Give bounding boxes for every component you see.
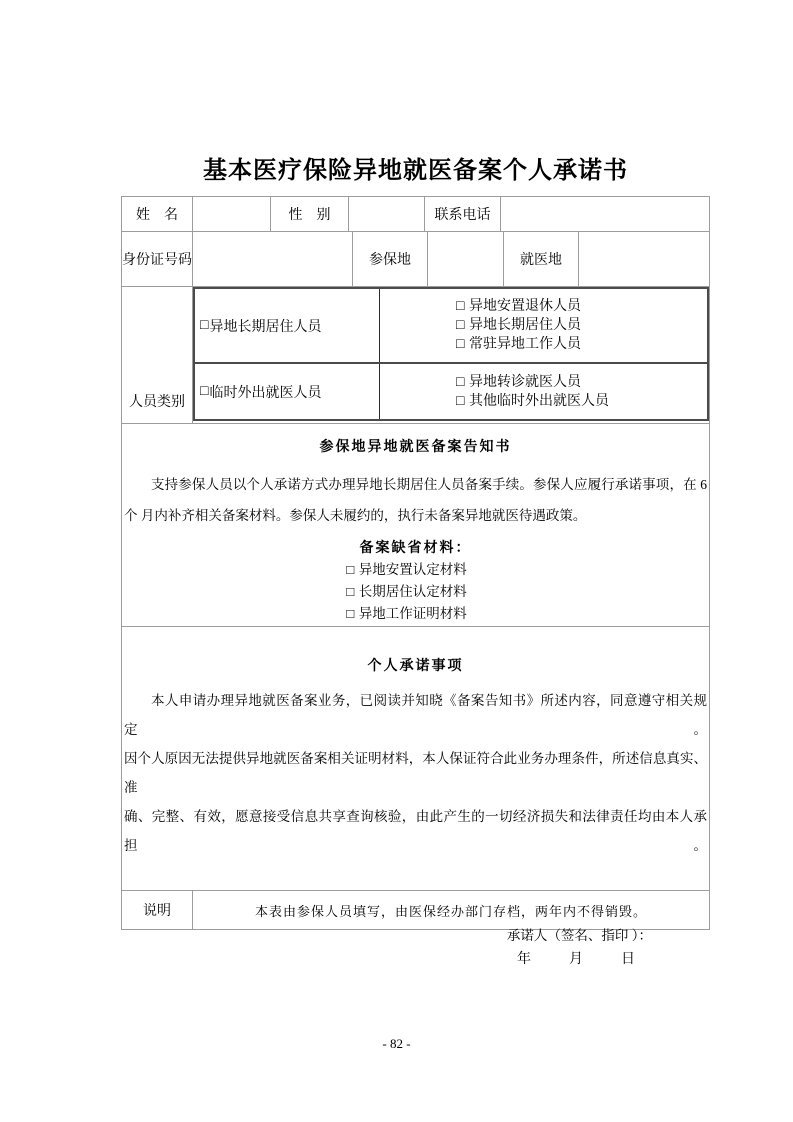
category-group-long-term [195,289,707,364]
page-number: - 82 - [382,1036,411,1051]
category-group-temporary [195,364,707,419]
option-long-term-resident-text: 异地长期居住人员 [468,318,581,333]
group-long-term-text: 异地长期居住人员 [209,319,322,335]
checkbox-icon: □ [200,383,209,399]
insured-place-label: 参保地 [353,232,428,286]
option-stationed-worker [456,335,707,354]
checkbox-icon: □ [456,374,465,390]
checkbox-icon: □ [200,317,209,333]
row-name-gender-phone [122,197,709,232]
date-year-label: 年 [517,952,531,967]
checkbox-icon: □ [346,584,355,599]
commitment-paragraph-line3: 确、完整、有效，愿意接受信息共享查询核验，由此产生的一切经济损失和法律责任均由本人承担。 [124,809,707,853]
medical-place-value [579,232,709,286]
material-item-work-proof [346,603,467,625]
material-item-residence [346,581,467,603]
commitment-paragraph-line1: 本人申请办理异地就医备案业务，已阅读并知晓《备案告知书》所述内容，同意遵守相关规 定。 [124,693,707,737]
gender-label: 性 别 [271,197,349,231]
group-temporary-text: 临时外出就医人员 [209,385,322,401]
form-table [121,196,710,967]
option-retired-settled [456,297,707,316]
notice-paragraph-line2: 个 月内补齐相关备案材料。参保人未履约的，执行未备案异地就医待遇政策。 [124,508,587,523]
category-inner-table [193,287,709,421]
phone-value [501,197,709,231]
date-month-label: 月 [569,952,583,967]
section-notice [122,424,709,627]
medical-place-label: 就医地 [504,232,579,286]
material-item-settlement-text: 异地安置认定材料 [358,562,467,577]
category-group-long-term-label [195,289,380,362]
checkbox-icon: □ [456,393,465,409]
materials-title: 备案缺省材料： [359,541,472,556]
explanation-label: 说明 [122,891,193,929]
name-label: 姓 名 [122,197,193,231]
phone-label: 联系电话 [425,197,501,231]
option-referral [456,373,707,392]
materials-list [122,559,709,625]
checkbox-icon: □ [346,606,355,621]
option-long-term-resident [456,316,707,335]
signer-label: 承诺人（签名、指印 ）： [506,928,652,943]
option-retired-settled-text: 异地安置退休人员 [468,299,581,314]
commitment-title: 个人承诺事项 [367,659,464,674]
page-title: 基本医疗保险异地就医备案个人承诺书 [203,157,628,184]
option-stationed-worker-text: 常驻异地工作人员 [468,337,581,352]
category-group-long-term-options [380,289,707,362]
material-item-settlement [346,559,467,581]
option-other-temporary-text: 其他临时外出就医人员 [468,393,609,409]
category-group-temporary-options [380,364,707,419]
gender-value [349,197,425,231]
row-explanation [122,891,709,929]
checkbox-icon: □ [456,299,465,314]
date-day-label: 日 [621,952,635,967]
commitment-paragraph-line2: 因个人原因无法提供异地就医备案相关证明材料，本人保证符合此业务办理条件，所述信息真实、 准 [124,751,707,795]
id-number-label: 身份证号码 [122,232,193,286]
notice-paragraph-line1: 支持参保人员以个人承诺方式办理异地长期居住人员备案手续。参保人应履行承诺事项，在 6 [151,477,707,492]
checkbox-icon: □ [346,562,355,577]
explanation-text: 本表由参保人员填写，由医保经办部门存档，两年内不得销毁。 [254,903,647,919]
option-referral-text: 异地转诊就医人员 [468,374,581,390]
option-other-temporary [456,392,707,411]
id-number-value [193,232,353,286]
checkbox-icon: □ [456,337,465,352]
personnel-category-label: 人员类别 [122,287,193,423]
insured-place-value [428,232,504,286]
name-value [193,197,271,231]
material-item-residence-text: 长期居住认定材料 [358,584,467,599]
row-id-places [122,232,709,287]
material-item-work-proof-text: 异地工作证明材料 [358,606,467,621]
category-group-temporary-label [195,364,380,419]
notice-title: 参保地异地就医备案告知书 [319,440,512,455]
checkbox-icon: □ [456,318,465,333]
signature-date-line [122,952,709,968]
row-personnel-category [122,287,709,424]
